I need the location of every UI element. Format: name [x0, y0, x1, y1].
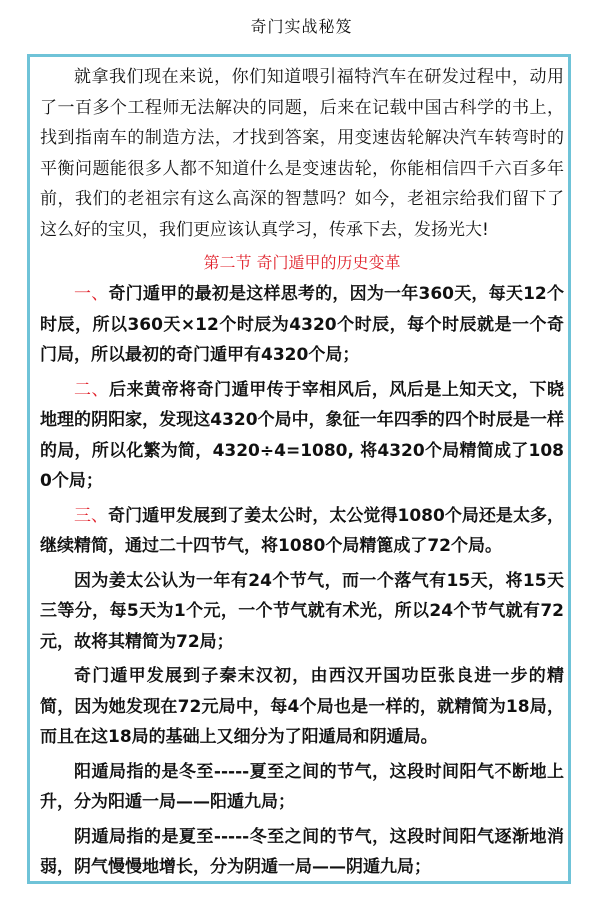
- list-item-1-text: 奇门遁甲的最初是这样思考的，因为一年360天，每天12个时辰，所以360天×12个时辰为4320个时辰，每个时辰就是一个奇门局，所以最初的奇门遁甲有4320个局；: [40, 284, 564, 365]
- list-item-3-text: 奇门遁甲发展到了姜太公时，太公觉得1080个局还是太多，继续精简，通过二十四节气，将1080个局精篦成了72个局。: [40, 505, 564, 556]
- body-paragraph-text: 阴遁局指的是夏至-----冬至之间的节气，这段时间阳气逐渐地消弱，阴气慢慢地增长，分为阴遁一局——阴遁九局；: [40, 826, 564, 877]
- body-paragraph-text: 阳遁局指的是冬至-----夏至之间的节气，这段时间阳气不断地上升，分为阳遁一局——阳遁九局；: [40, 761, 564, 812]
- list-item-2: [40, 375, 564, 497]
- list-item-1: [40, 279, 564, 371]
- body-paragraph: [40, 822, 564, 883]
- intro-paragraph: 就拿我们现在来说，你们知道喂引福特汽车在研发过程中，动用了一百多个工程师无法解决的同题，后来在记载中国古科学的书上，找到指南车的制造方法，才找到答案，用变速齿轮解决汽车转弯时的平衡问题能很多人都不知道什么是变速齿轮，你能相信四千六百多年前，我们的老祖宗有这么高深的智慧吗？如今，老祖宗给我们留下了这么好的宝贝，我们更应该认真学习，传承下去，发扬光大!: [40, 67, 564, 240]
- list-item-1-marker: 一、: [74, 284, 109, 304]
- document-body: [40, 62, 564, 883]
- list-item-3-marker: 三、: [74, 505, 109, 526]
- list-item-3: [40, 501, 564, 562]
- body-paragraph-text: 奇门遁甲发展到子秦末汉初，由西汉开国功臣张良进一步的精简，因为她发现在72元局中，每4个局也是一样的，就精简为18局，而且在这18局的基础上又细分为了阳遁局和阴遁局。: [40, 666, 564, 747]
- body-paragraph-text: 因为姜太公认为一年有24个节气，而一个落气有15天，将15天三等分，每5天为1个元，一个节气就有术光，所以24个节气就有72元，故将其精简为72局；: [40, 570, 564, 652]
- list-item-2-marker: 二、: [74, 379, 110, 400]
- body-paragraph: [40, 757, 564, 818]
- body-paragraph: [40, 566, 564, 658]
- list-item-2-text: 后来黄帝将奇门遁甲传于宰相风后，风后是上知天文，下晓地理的阴阳家，发现这4320个局中，象征一年四季的四个时辰是一样的局，所以化繁为简，4320÷4=1080, 将4320个局精简成了1080个局；: [40, 379, 565, 491]
- page-title: 奇门实战秘笈: [250, 17, 353, 36]
- body-paragraph: [40, 661, 564, 753]
- section-heading: 第二节 奇门遁甲的历史变革: [203, 253, 401, 272]
